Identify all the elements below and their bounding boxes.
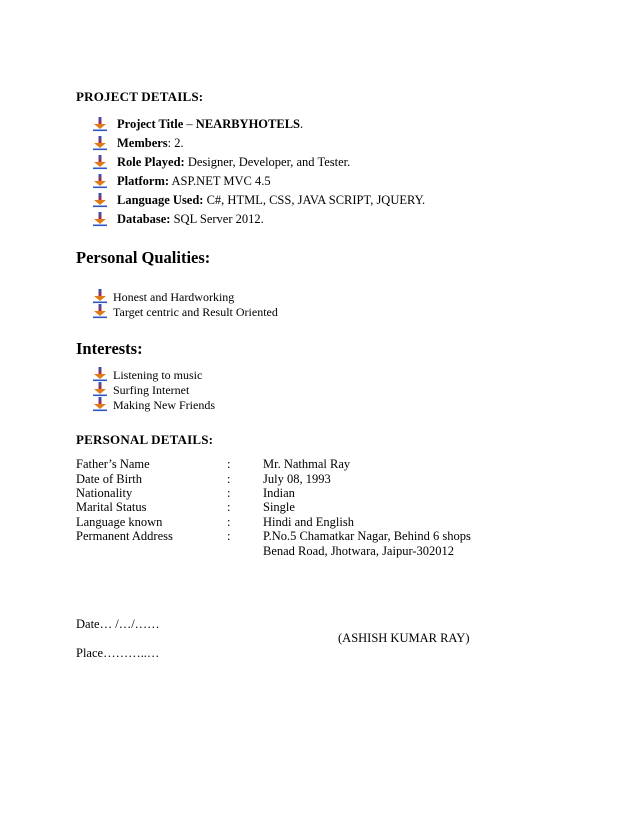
personal-qualities-heading: Personal Qualities: [76,248,211,267]
arrow-down-bullet-icon [92,135,108,151]
personal-detail-label: Date of Birth [76,472,142,486]
project-detail-value: SQL Server 2012. [173,212,264,226]
project-detail-label: Role Played: [117,155,185,169]
project-detail-separator: : [167,136,175,150]
personal-detail-value: Hindi and English [263,515,354,529]
project-detail-text [117,117,303,132]
project-detail-text [117,174,271,189]
project-detail-value: 2. [174,136,184,150]
personal-detail-row [0,457,638,473]
arrow-down-bullet-icon [92,211,108,227]
personal-detail-colon: : [227,457,231,471]
project-detail-row [0,136,638,152]
project-detail-value: C#, HTML, CSS, JAVA SCRIPT, JQUERY. [206,193,426,207]
project-detail-label: Database: [117,212,171,226]
project-detail-row [0,212,638,228]
personal-details-heading: PERSONAL DETAILS: [76,432,214,447]
personal-detail-value: P.No.5 Chamatkar Nagar, Behind 6 shops [263,529,471,543]
interest-item-text: Making New Friends [113,398,215,412]
personal-detail-label: Language known [76,515,163,529]
address-line-2: Benad Road, Jhotwara, Jaipur-302012 [263,544,455,558]
arrow-down-bullet-icon [92,154,108,170]
arrow-down-bullet-icon [92,303,108,319]
personal-detail-colon: : [227,515,231,529]
project-detail-text [117,212,264,227]
personal-detail-value: Indian [263,486,295,500]
personal-detail-colon: : [227,529,231,543]
interest-item-text: Listening to music [113,368,203,382]
project-detail-tail: . [300,117,304,131]
project-detail-row [0,155,638,171]
arrow-down-bullet-icon [92,381,108,397]
project-detail-value: Designer, Developer, and Tester. [187,155,351,169]
arrow-down-bullet-icon [92,288,108,304]
personal-detail-label: Marital Status [76,500,147,514]
personal-detail-colon: : [227,472,231,486]
project-detail-text [117,193,425,208]
project-detail-text [117,155,350,170]
interest-item [0,398,638,414]
personal-detail-value: July 08, 1993 [263,472,331,486]
signature-name: (ASHISH KUMAR RAY) [338,631,470,645]
quality-item-text: Honest and Hardworking [113,290,235,304]
project-detail-text [117,136,184,151]
project-detail-row [0,117,638,133]
interests-heading: Interests: [76,339,143,358]
project-detail-label: Language Used: [117,193,204,207]
project-detail-label: Project Title [117,117,184,131]
personal-detail-colon: : [227,500,231,514]
quality-item-text: Target centric and Result Oriented [113,305,278,319]
project-detail-row [0,193,638,209]
personal-detail-label: Father’s Name [76,457,150,471]
arrow-down-bullet-icon [92,366,108,382]
interest-item-text: Surfing Internet [113,383,190,397]
project-detail-row [0,174,638,190]
personal-detail-colon: : [227,486,231,500]
arrow-down-bullet-icon [92,396,108,412]
place-field: Place………..… [76,646,160,660]
project-detail-label: Platform: [117,174,170,188]
personal-detail-value: Single [263,500,295,514]
date-field: Date… /…/…… [76,617,160,631]
personal-detail-row [0,500,638,516]
arrow-down-bullet-icon [92,192,108,208]
personal-detail-value: Mr. Nathmal Ray [263,457,351,471]
project-detail-value: NEARBYHOTELS [195,117,300,131]
project-detail-label: Members [117,136,168,150]
quality-item [0,305,638,321]
project-details-heading: PROJECT DETAILS: [76,89,204,104]
personal-detail-row [0,529,638,545]
arrow-down-bullet-icon [92,173,108,189]
project-detail-value: ASP.NET MVC 4.5 [171,174,271,188]
personal-detail-label: Permanent Address [76,529,173,543]
project-detail-separator: – [183,117,196,131]
personal-detail-label: Nationality [76,486,133,500]
arrow-down-bullet-icon [92,116,108,132]
